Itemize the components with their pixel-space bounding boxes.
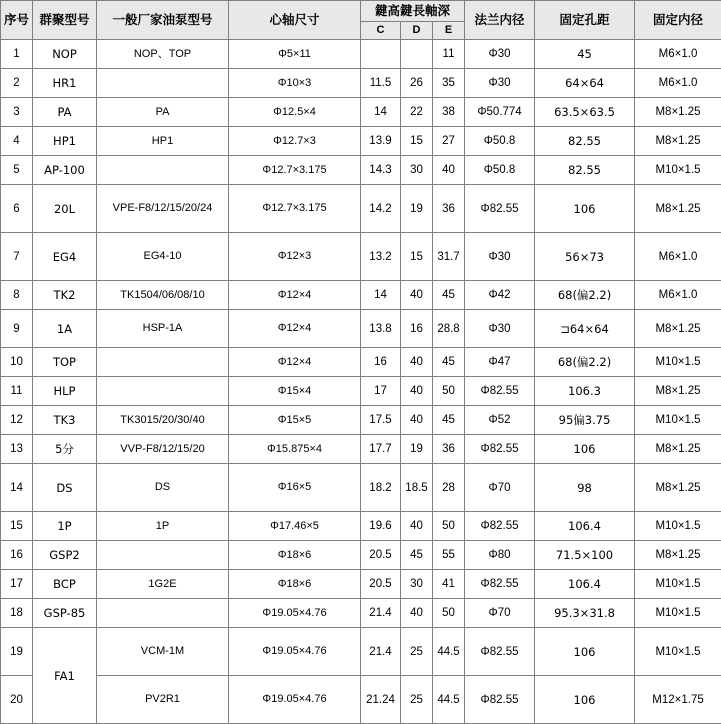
cell-spline-e: 11 — [433, 40, 465, 69]
cell-no: 10 — [1, 348, 33, 377]
cell-fix-inner: M8×1.25 — [635, 377, 721, 406]
cell-series: 1A — [33, 310, 97, 348]
cell-pump-model — [97, 69, 229, 98]
table-row — [1, 599, 721, 628]
cell-spline-d: 25 — [401, 628, 433, 676]
cell-spline-d: 15 — [401, 233, 433, 281]
table-body — [1, 40, 721, 724]
table-row — [1, 570, 721, 599]
header-spline-e: E — [433, 21, 465, 40]
cell-fix-inner: M8×1.25 — [635, 541, 721, 570]
table-row — [1, 310, 721, 348]
cell-series: GSP2 — [33, 541, 97, 570]
cell-series: TOP — [33, 348, 97, 377]
cell-spline-d: 40 — [401, 348, 433, 377]
cell-fix-hole: 45 — [535, 40, 635, 69]
cell-shaft-size: Φ12×4 — [229, 281, 361, 310]
cell-spline-d: 45 — [401, 541, 433, 570]
cell-series: EG4 — [33, 233, 97, 281]
header-flange-inner: 法兰内径 — [465, 1, 535, 40]
table-row — [1, 156, 721, 185]
cell-fix-inner: M10×1.5 — [635, 512, 721, 541]
cell-no: 6 — [1, 185, 33, 233]
cell-pump-model: TK1504/06/08/10 — [97, 281, 229, 310]
cell-pump-model: EG4-10 — [97, 233, 229, 281]
cell-flange-inner: Φ82.55 — [465, 628, 535, 676]
cell-shaft-size: Φ16×5 — [229, 464, 361, 512]
cell-flange-inner: Φ70 — [465, 599, 535, 628]
cell-shaft-size: Φ12×4 — [229, 310, 361, 348]
table-row — [1, 628, 721, 676]
cell-pump-model: TK3015/20/30/40 — [97, 406, 229, 435]
cell-pump-model — [97, 348, 229, 377]
cell-no: 14 — [1, 464, 33, 512]
cell-spline-c: 13.8 — [361, 310, 401, 348]
cell-spline-e: 27 — [433, 127, 465, 156]
cell-spline-e: 50 — [433, 599, 465, 628]
cell-no: 1 — [1, 40, 33, 69]
cell-fix-inner: M6×1.0 — [635, 40, 721, 69]
cell-spline-d: 19 — [401, 435, 433, 464]
cell-fix-inner: M10×1.5 — [635, 348, 721, 377]
cell-spline-d: 40 — [401, 512, 433, 541]
cell-flange-inner: Φ82.55 — [465, 676, 535, 724]
cell-no: 18 — [1, 599, 33, 628]
cell-fix-inner: M6×1.0 — [635, 281, 721, 310]
cell-shaft-size: Φ12.7×3 — [229, 127, 361, 156]
cell-no: 2 — [1, 69, 33, 98]
table-row — [1, 676, 721, 724]
table-row — [1, 348, 721, 377]
cell-spline-d: 26 — [401, 69, 433, 98]
cell-pump-model: VPE-F8/12/15/20/24 — [97, 185, 229, 233]
cell-spline-d: 16 — [401, 310, 433, 348]
table-row — [1, 435, 721, 464]
cell-fix-hole: 106.4 — [535, 570, 635, 599]
cell-fix-inner: M8×1.25 — [635, 310, 721, 348]
cell-spline-e: 38 — [433, 98, 465, 127]
cell-spline-e: 28.8 — [433, 310, 465, 348]
cell-no: 12 — [1, 406, 33, 435]
cell-no: 13 — [1, 435, 33, 464]
cell-no: 8 — [1, 281, 33, 310]
cell-spline-d: 40 — [401, 406, 433, 435]
cell-flange-inner: Φ82.55 — [465, 435, 535, 464]
cell-spline-e: 45 — [433, 281, 465, 310]
cell-spline-e: 36 — [433, 435, 465, 464]
cell-fix-hole: 98 — [535, 464, 635, 512]
cell-spline-e: 45 — [433, 348, 465, 377]
cell-series: TK2 — [33, 281, 97, 310]
cell-shaft-size: Φ5×11 — [229, 40, 361, 69]
table-row — [1, 233, 721, 281]
header-spline-d: D — [401, 21, 433, 40]
cell-flange-inner: Φ42 — [465, 281, 535, 310]
cell-series: 5分 — [33, 435, 97, 464]
cell-fix-hole: 82.55 — [535, 127, 635, 156]
cell-shaft-size: Φ12.7×3.175 — [229, 185, 361, 233]
header-spline-group: 鍵高鍵長軸深 — [361, 1, 465, 22]
cell-pump-model: PV2R1 — [97, 676, 229, 724]
cell-flange-inner: Φ30 — [465, 69, 535, 98]
cell-no: 11 — [1, 377, 33, 406]
cell-pump-model: DS — [97, 464, 229, 512]
table-row — [1, 281, 721, 310]
cell-flange-inner: Φ52 — [465, 406, 535, 435]
cell-shaft-size: Φ17.46×5 — [229, 512, 361, 541]
cell-fix-hole: 63.5×63.5 — [535, 98, 635, 127]
cell-spline-c — [361, 40, 401, 69]
cell-fix-inner: M8×1.25 — [635, 185, 721, 233]
cell-spline-c: 17.5 — [361, 406, 401, 435]
cell-no: 4 — [1, 127, 33, 156]
cell-spline-e: 36 — [433, 185, 465, 233]
cell-spline-c: 11.5 — [361, 69, 401, 98]
cell-flange-inner: Φ30 — [465, 310, 535, 348]
cell-flange-inner: Φ30 — [465, 40, 535, 69]
cell-fix-inner: M10×1.5 — [635, 599, 721, 628]
cell-spline-c: 21.4 — [361, 628, 401, 676]
cell-spline-e: 28 — [433, 464, 465, 512]
cell-flange-inner: Φ30 — [465, 233, 535, 281]
cell-shaft-size: Φ19.05×4.76 — [229, 599, 361, 628]
cell-fix-hole: 71.5×100 — [535, 541, 635, 570]
cell-shaft-size: Φ12.7×3.175 — [229, 156, 361, 185]
table-row — [1, 127, 721, 156]
cell-spline-c: 19.6 — [361, 512, 401, 541]
table-row — [1, 406, 721, 435]
cell-spline-d: 22 — [401, 98, 433, 127]
cell-flange-inner: Φ82.55 — [465, 570, 535, 599]
cell-series: GSP-85 — [33, 599, 97, 628]
cell-series: HP1 — [33, 127, 97, 156]
cell-pump-model: NOP、TOP — [97, 40, 229, 69]
cell-fix-inner: M8×1.25 — [635, 98, 721, 127]
cell-series: 20L — [33, 185, 97, 233]
cell-spline-c: 18.2 — [361, 464, 401, 512]
cell-shaft-size: Φ18×6 — [229, 541, 361, 570]
cell-pump-model — [97, 541, 229, 570]
cell-spline-c: 17 — [361, 377, 401, 406]
header-row-main — [1, 1, 721, 22]
cell-spline-d: 15 — [401, 127, 433, 156]
cell-spline-c: 14.2 — [361, 185, 401, 233]
cell-spline-d: 40 — [401, 377, 433, 406]
cell-no: 7 — [1, 233, 33, 281]
cell-fix-hole: 106.4 — [535, 512, 635, 541]
cell-spline-d: 40 — [401, 281, 433, 310]
cell-fix-hole: 82.55 — [535, 156, 635, 185]
cell-pump-model — [97, 377, 229, 406]
cell-spline-d — [401, 40, 433, 69]
cell-spline-d: 25 — [401, 676, 433, 724]
cell-spline-c: 21.24 — [361, 676, 401, 724]
cell-flange-inner: Φ82.55 — [465, 185, 535, 233]
cell-pump-model: 1G2E — [97, 570, 229, 599]
header-series: 群聚型号 — [33, 1, 97, 40]
cell-shaft-size: Φ15.875×4 — [229, 435, 361, 464]
cell-shaft-size: Φ12.5×4 — [229, 98, 361, 127]
cell-series: HR1 — [33, 69, 97, 98]
table-row — [1, 69, 721, 98]
table-row — [1, 98, 721, 127]
cell-pump-model: HP1 — [97, 127, 229, 156]
cell-shaft-size: Φ12×4 — [229, 348, 361, 377]
cell-series: FA1 — [33, 628, 97, 724]
cell-shaft-size: Φ10×3 — [229, 69, 361, 98]
cell-flange-inner: Φ82.55 — [465, 512, 535, 541]
cell-fix-inner: M8×1.25 — [635, 464, 721, 512]
cell-spline-e: 31.7 — [433, 233, 465, 281]
cell-spline-c: 14 — [361, 98, 401, 127]
cell-fix-hole: 56×73 — [535, 233, 635, 281]
cell-flange-inner: Φ50.8 — [465, 127, 535, 156]
cell-no: 17 — [1, 570, 33, 599]
cell-fix-hole: 68(偏2.2) — [535, 281, 635, 310]
cell-fix-hole: ⊐64×64 — [535, 310, 635, 348]
cell-spline-e: 50 — [433, 512, 465, 541]
cell-flange-inner: Φ70 — [465, 464, 535, 512]
header-pump-model: 一般厂家油泵型号 — [97, 1, 229, 40]
cell-fix-hole: 68(偏2.2) — [535, 348, 635, 377]
cell-no: 5 — [1, 156, 33, 185]
cell-fix-hole: 106 — [535, 435, 635, 464]
cell-spline-c: 13.2 — [361, 233, 401, 281]
cell-series: DS — [33, 464, 97, 512]
cell-series: PA — [33, 98, 97, 127]
cell-spline-e: 40 — [433, 156, 465, 185]
cell-series: AP-100 — [33, 156, 97, 185]
cell-series: BCP — [33, 570, 97, 599]
cell-fix-inner: M12×1.75 — [635, 676, 721, 724]
cell-fix-hole: 106 — [535, 676, 635, 724]
cell-fix-inner: M6×1.0 — [635, 69, 721, 98]
cell-series: NOP — [33, 40, 97, 69]
cell-no: 20 — [1, 676, 33, 724]
cell-series: 1P — [33, 512, 97, 541]
table-header — [1, 1, 721, 40]
cell-pump-model — [97, 156, 229, 185]
cell-spline-c: 14 — [361, 281, 401, 310]
cell-no: 15 — [1, 512, 33, 541]
cell-pump-model: HSP-1A — [97, 310, 229, 348]
cell-fix-hole: 106.3 — [535, 377, 635, 406]
cell-fix-hole: 95.3×31.8 — [535, 599, 635, 628]
table-row — [1, 464, 721, 512]
table-row — [1, 185, 721, 233]
cell-fix-inner: M8×1.25 — [635, 435, 721, 464]
cell-spline-e: 44.5 — [433, 628, 465, 676]
cell-spline-e: 44.5 — [433, 676, 465, 724]
cell-series: HLP — [33, 377, 97, 406]
cell-fix-inner: M10×1.5 — [635, 570, 721, 599]
cell-fix-inner: M6×1.0 — [635, 233, 721, 281]
cell-spline-e: 41 — [433, 570, 465, 599]
cell-spline-e: 50 — [433, 377, 465, 406]
cell-fix-hole: 95偏3.75 — [535, 406, 635, 435]
cell-spline-d: 18.5 — [401, 464, 433, 512]
cell-shaft-size: Φ18×6 — [229, 570, 361, 599]
cell-spline-d: 30 — [401, 570, 433, 599]
cell-spline-d: 30 — [401, 156, 433, 185]
cell-no: 16 — [1, 541, 33, 570]
cell-shaft-size: Φ15×5 — [229, 406, 361, 435]
table-row — [1, 40, 721, 69]
cell-no: 19 — [1, 628, 33, 676]
cell-pump-model: PA — [97, 98, 229, 127]
cell-spline-d: 40 — [401, 599, 433, 628]
header-spline-c: C — [361, 21, 401, 40]
header-no: 序号 — [1, 1, 33, 40]
cell-spline-e: 35 — [433, 69, 465, 98]
header-fix-hole: 固定孔距 — [535, 1, 635, 40]
cell-shaft-size: Φ15×4 — [229, 377, 361, 406]
cell-pump-model — [97, 599, 229, 628]
cell-fix-hole: 106 — [535, 628, 635, 676]
cell-spline-c: 20.5 — [361, 570, 401, 599]
table-row — [1, 377, 721, 406]
cell-series: TK3 — [33, 406, 97, 435]
cell-spline-c: 14.3 — [361, 156, 401, 185]
cell-flange-inner: Φ50.774 — [465, 98, 535, 127]
table-row — [1, 541, 721, 570]
table-row — [1, 512, 721, 541]
cell-flange-inner: Φ47 — [465, 348, 535, 377]
cell-spline-c: 17.7 — [361, 435, 401, 464]
cell-pump-model: VCM-1M — [97, 628, 229, 676]
cell-no: 3 — [1, 98, 33, 127]
cell-spline-e: 45 — [433, 406, 465, 435]
cell-spline-c: 16 — [361, 348, 401, 377]
cell-spline-c: 13.9 — [361, 127, 401, 156]
cell-pump-model: 1P — [97, 512, 229, 541]
cell-fix-hole: 106 — [535, 185, 635, 233]
cell-fix-inner: M10×1.5 — [635, 628, 721, 676]
cell-shaft-size: Φ19.05×4.76 — [229, 676, 361, 724]
cell-flange-inner: Φ80 — [465, 541, 535, 570]
cell-pump-model: VVP-F8/12/15/20 — [97, 435, 229, 464]
cell-no: 9 — [1, 310, 33, 348]
cell-spline-d: 19 — [401, 185, 433, 233]
cell-spline-c: 20.5 — [361, 541, 401, 570]
cell-flange-inner: Φ50.8 — [465, 156, 535, 185]
cell-fix-inner: M10×1.5 — [635, 156, 721, 185]
cell-spline-c: 21.4 — [361, 599, 401, 628]
cell-fix-inner: M8×1.25 — [635, 127, 721, 156]
cell-fix-hole: 64×64 — [535, 69, 635, 98]
cell-shaft-size: Φ12×3 — [229, 233, 361, 281]
header-shaft-size: 心轴尺寸 — [229, 1, 361, 40]
cell-shaft-size: Φ19.05×4.76 — [229, 628, 361, 676]
cell-fix-inner: M10×1.5 — [635, 406, 721, 435]
cell-flange-inner: Φ82.55 — [465, 377, 535, 406]
cell-spline-e: 55 — [433, 541, 465, 570]
header-fix-inner: 固定内径 — [635, 1, 721, 40]
